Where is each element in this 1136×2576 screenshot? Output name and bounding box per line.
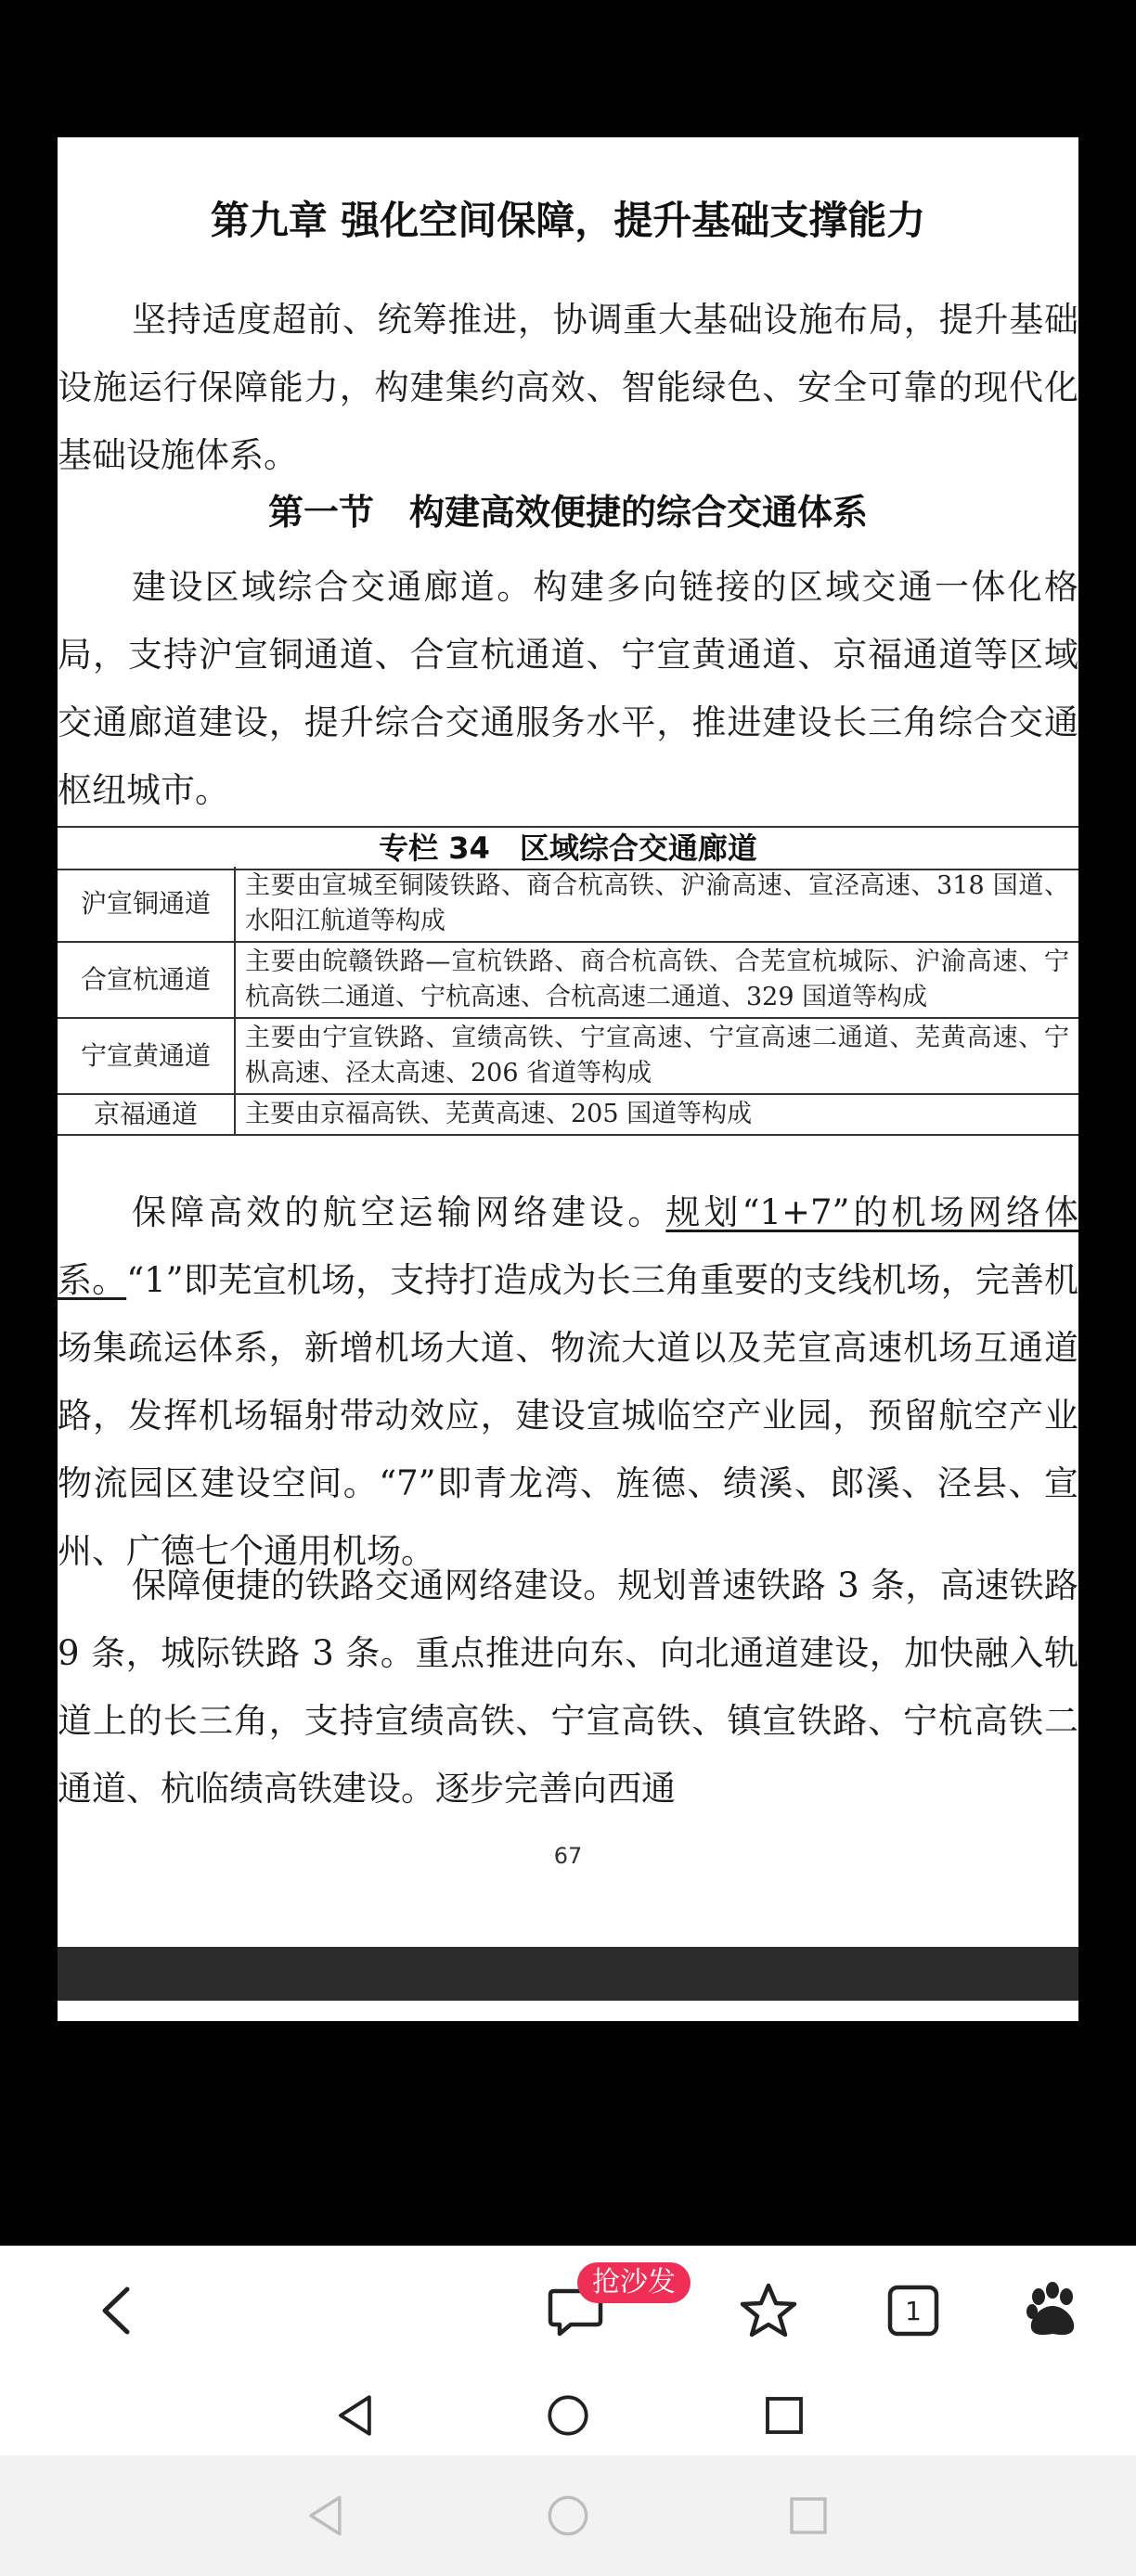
nav-recents-button-secondary[interactable] — [776, 2483, 841, 2548]
back-arrow-icon — [86, 2278, 151, 2343]
square-recents-icon — [781, 2488, 836, 2544]
comment-badge: 抢沙发 — [577, 2262, 691, 2303]
back-button[interactable] — [82, 2273, 156, 2348]
nav-back-button-secondary[interactable] — [295, 2483, 360, 2548]
star-icon — [736, 2278, 801, 2343]
baidu-paw-icon — [1020, 2278, 1085, 2343]
table-row — [58, 867, 1078, 942]
circle-home-icon — [540, 2488, 596, 2544]
document-page — [58, 137, 1078, 2021]
section-title: 第一节 构建高效便捷的综合交通体系 — [267, 492, 868, 533]
tabs-button[interactable] — [876, 2273, 950, 2348]
table-cell-desc: 主要由皖赣铁路—宣杭铁路、商合杭高铁、合芜宣杭城际、沪渝高速、宁杭高铁二通道、宁杭高速、合杭高速二通道、329 国道等构成 — [235, 942, 1078, 1018]
system-nav-bar-secondary — [0, 2455, 1136, 2576]
railway-paragraph: 保障便捷的铁路交通网络建设。规划普速铁路 3 条，高速铁路 9 条，城际铁路 3 条。重点推进向东、向北通道建设，加快融入轨道上的长三角，支持宣绩高铁、宁宣高铁、镇宣铁路、宁杭高铁二通道、杭临绩高铁建设。逐步完善向西通 — [58, 1565, 1078, 1809]
corridor-table — [58, 867, 1078, 1136]
page-gap-bar — [58, 1947, 1078, 2001]
triangle-back-icon — [300, 2488, 355, 2544]
table-cell-desc: 主要由宣城至铜陵铁路、商合杭高铁、沪渝高速、宣泾高速、318 国道、水阳江航道等构成 — [235, 867, 1078, 942]
baidu-button[interactable] — [1015, 2273, 1090, 2348]
chapter-title: 第九章 强化空间保障，提升基础支撑能力 — [210, 198, 926, 243]
table-cell-name: 京福通道 — [58, 1094, 235, 1135]
favorite-button[interactable] — [731, 2273, 806, 2348]
airport-plan-link: 规划“1+7”的机场网络体系。 — [58, 1192, 1078, 1300]
nav-recents-button[interactable] — [752, 2383, 817, 2448]
circle-home-icon — [540, 2388, 596, 2443]
tab-count: 1 — [905, 2295, 922, 2326]
table-cell-name: 沪宣铜通道 — [58, 867, 235, 942]
table-cell-name: 宁宣黄通道 — [58, 1018, 235, 1094]
airport-lead: 保障高效的航空运输网络建设。 — [132, 1192, 666, 1232]
nav-back-button[interactable] — [325, 2383, 390, 2448]
table-cell-desc: 主要由京福高铁、芜黄高速、205 国道等构成 — [235, 1094, 1078, 1135]
corridor-paragraph: 建设区域综合交通廊道。构建多向链接的区域交通一体化格局，支持沪宣铜通道、合宣杭通道、宁宣黄通道、京福通道等区域交通廊道建设，提升综合交通服务水平，推进建设长三角综合交通枢纽城市。 — [58, 567, 1078, 810]
nav-home-button-secondary[interactable] — [536, 2483, 600, 2548]
page-number: 67 — [553, 1843, 583, 1869]
table-cell-desc: 主要由宁宣铁路、宣绩高铁、宁宣高速、宁宣高速二通道、芜黄高速、宁枞高速、泾太高速、206 省道等构成 — [235, 1018, 1078, 1094]
table-cell-name: 合宣杭通道 — [58, 942, 235, 1018]
airport-body: “1”即芜宣机场，支持打造成为长三角重要的支线机场，完善机场集疏运体系，新增机场大道、物流大道以及芜宣高速机场互通道路，发挥机场辐射带动效应，建设宣城临空产业园，预留航空产业物流园区建设空间。“7”即青龙湾、旌德、绩溪、郎溪、泾县、宣州、广德七个通用机场。 — [58, 1260, 1078, 1571]
intro-paragraph: 坚持适度超前、统筹推进，协调重大基础设施布局，提升基础设施运行保障能力，构建集约高效、智能绿色、安全可靠的现代化基础设施体系。 — [58, 300, 1078, 475]
table-row — [58, 942, 1078, 1018]
table-row — [58, 1018, 1078, 1094]
bottom-toolbar — [0, 2246, 1136, 2376]
table-title: 专栏 34 区域综合交通廊道 — [58, 826, 1078, 870]
triangle-back-icon — [329, 2388, 385, 2443]
table-row — [58, 1094, 1078, 1135]
airport-paragraph — [58, 1179, 1078, 1585]
square-recents-icon — [756, 2388, 812, 2443]
nav-home-button[interactable] — [536, 2383, 600, 2448]
system-nav-bar — [0, 2376, 1136, 2455]
